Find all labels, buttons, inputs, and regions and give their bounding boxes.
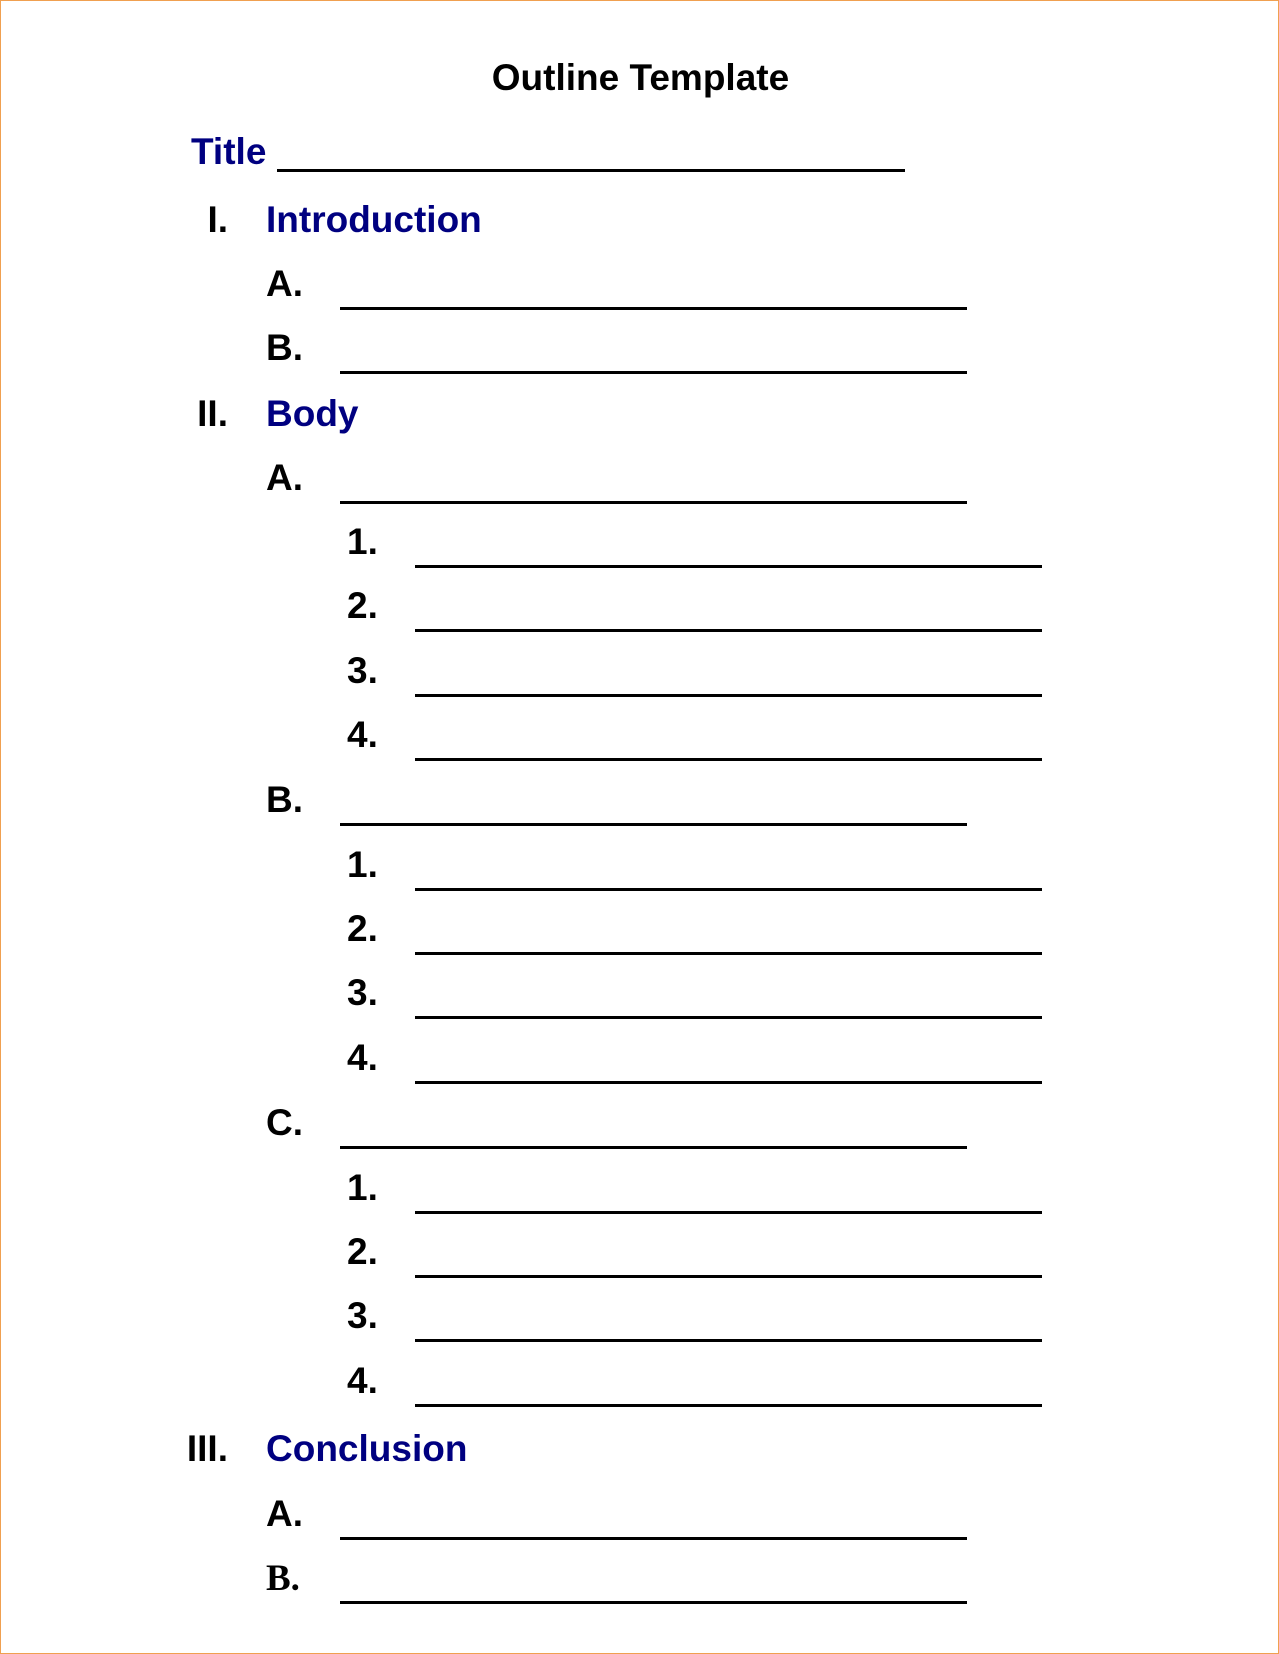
subitem-blank-line <box>415 1016 1042 1019</box>
item-label: C. <box>266 1102 303 1143</box>
subitem-blank-line <box>415 1211 1042 1214</box>
subitem-label: 2. <box>347 908 378 949</box>
item-blank-line <box>340 1601 967 1604</box>
subitem-blank-line <box>415 629 1042 632</box>
section-numeral: III. <box>186 1428 228 1469</box>
subitem-label: 2. <box>347 1231 378 1272</box>
item-blank-line <box>340 1146 967 1149</box>
subitem-blank-line <box>415 1339 1042 1342</box>
item-blank-line <box>340 1537 967 1540</box>
subitem-blank-line <box>415 694 1042 697</box>
section-numeral: I. <box>207 199 228 240</box>
subitem-label: 3. <box>347 650 378 691</box>
subitem-blank-line <box>415 888 1042 891</box>
subitem-label: 1. <box>347 844 378 885</box>
item-label: B. <box>266 1558 300 1599</box>
item-blank-line <box>340 501 967 504</box>
item-label: A. <box>266 1493 303 1534</box>
title-blank-line <box>277 169 905 172</box>
subitem-label: 3. <box>347 972 378 1013</box>
subitem-label: 1. <box>347 521 378 562</box>
page-title: Outline Template <box>491 57 790 98</box>
item-blank-line <box>340 371 967 374</box>
section-heading: Body <box>266 393 359 434</box>
item-blank-line <box>340 307 967 310</box>
subitem-blank-line <box>415 952 1042 955</box>
item-label: B. <box>266 327 303 368</box>
item-label: A. <box>266 263 303 304</box>
subitem-label: 4. <box>347 1037 378 1078</box>
subitem-label: 2. <box>347 585 378 626</box>
subitem-blank-line <box>415 1275 1042 1278</box>
subitem-blank-line <box>415 1081 1042 1084</box>
title-label: Title <box>191 131 267 172</box>
subitem-label: 3. <box>347 1295 378 1336</box>
item-label: B. <box>266 779 303 820</box>
subitem-blank-line <box>415 758 1042 761</box>
subitem-blank-line <box>415 1404 1042 1407</box>
section-numeral: II. <box>197 393 228 434</box>
subitem-label: 4. <box>347 1360 378 1401</box>
section-heading: Conclusion <box>266 1428 468 1469</box>
subitem-blank-line <box>415 565 1042 568</box>
subitem-label: 4. <box>347 714 378 755</box>
item-blank-line <box>340 823 967 826</box>
section-heading: Introduction <box>266 199 482 240</box>
item-label: A. <box>266 457 303 498</box>
subitem-label: 1. <box>347 1167 378 1208</box>
